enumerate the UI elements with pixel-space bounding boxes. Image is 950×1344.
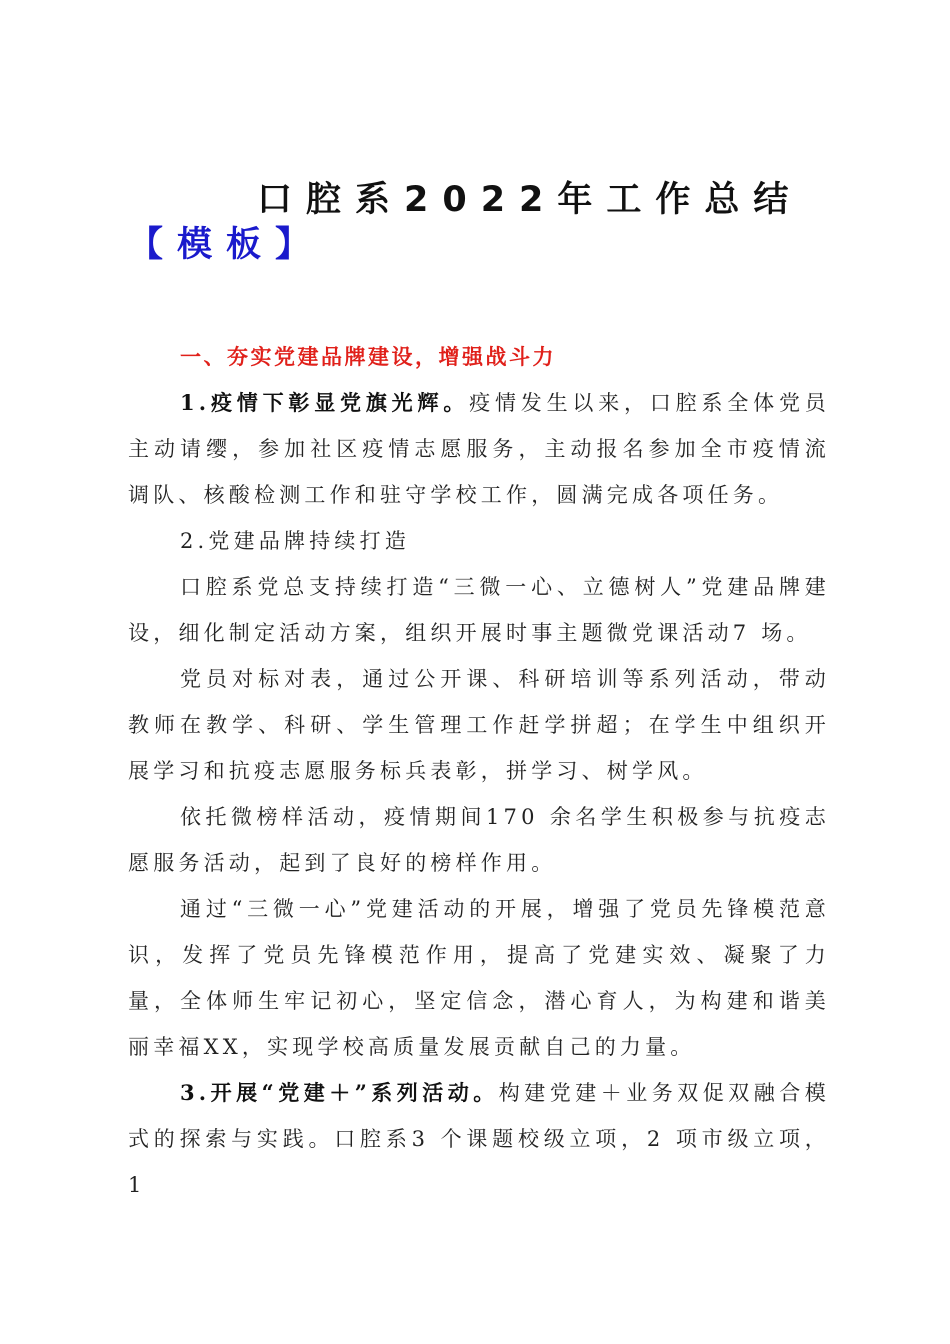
title-main: 口腔系2022年工作总结 <box>257 180 803 220</box>
paragraph-c: 依托微榜样活动，疫情期间170 余名学生积极参与抗疫志愿服务活动，起到了良好的榜样作用。 <box>128 805 830 875</box>
section-heading: 一、夯实党建品牌建设，增强战斗力 <box>180 345 556 369</box>
item-3-text: 构建党建＋业务双促双融合模式的探索与实践。口腔系3 个课题校级立项，2 项市级立项，1 <box>128 1081 830 1197</box>
item-1-lead: 1.疫情下彰显党旗光辉。 <box>180 390 470 415</box>
document-body <box>128 334 830 1208</box>
paragraph-item-3 <box>128 1070 830 1208</box>
title-tag: 【模板】 <box>128 225 325 265</box>
paragraph-item-1 <box>128 380 830 518</box>
paragraph-b: 党员对标对表，通过公开课、科研培训等系列活动，带动教师在教学、科研、学生管理工作赶学拼超；在学生中组织开展学习和抗疫志愿服务标兵表彰，拼学习、树学风。 <box>128 667 830 783</box>
document-title <box>128 178 828 268</box>
item-3-lead: 3.开展“党建＋”系列活动。 <box>180 1080 499 1105</box>
item-1-text: 疫情发生以来，口腔系全体党员主动请缨，参加社区疫情志愿服务，主动报名参加全市疫情流调队、核酸检测工作和驻守学校工作，圆满完成各项任务。 <box>128 391 830 507</box>
item-2-heading: 2.党建品牌持续打造 <box>180 529 411 553</box>
paragraph-d: 通过“三微一心”党建活动的开展，增强了党员先锋模范意识，发挥了党员先锋模范作用，提高了党建实效、凝聚了力量，全体师生牢记初心，坚定信念，潜心育人，为构建和谐美丽幸福XX，实现学校高质量发展贡献自己的力量。 <box>128 897 830 1059</box>
paragraph-a: 口腔系党总支持续打造“三微一心、立德树人”党建品牌建设，细化制定活动方案，组织开展时事主题微党课活动7 场。 <box>128 575 830 645</box>
